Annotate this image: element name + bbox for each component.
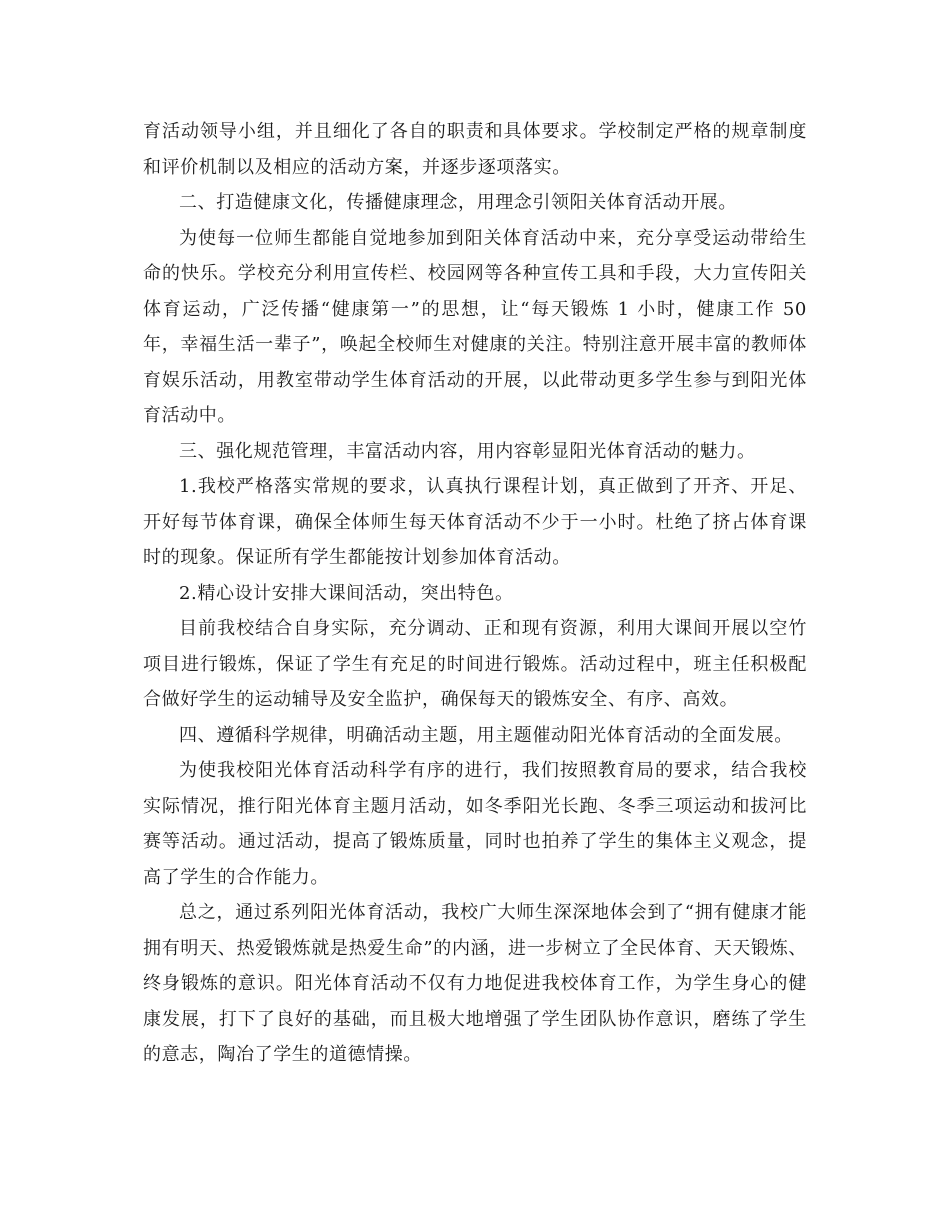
section-heading-2: 二、打造健康文化，传播健康理念，用理念引领阳关体育活动开展。 <box>179 192 737 213</box>
section-heading-3: 三、强化规范管理，丰富活动内容，用内容彰显阳光体育活动的魅力。 <box>179 440 756 462</box>
document-body <box>143 114 807 1073</box>
conclusion-paragraph: 总之，通过系列阳光体育活动，我校广大师生深深地体会到了“拥有健康才能拥有明天、热爱锻炼就是热爱生命”的内涵，进一步树立了全民体育、天天锻炼、终身锻炼的意识。阳光体育活动不仅有力地促进我校体育工作，为学生身心的健康发展，打下了良好的基础，而且极大地增强了学生团队协作意识，磨练了学生的意志，陶冶了学生的道德情操。 <box>143 902 807 1065</box>
paragraph-1: 育活动领导小组，并且细化了各自的职责和具体要求。学校制定严格的规章制度和评价机制以及相应的活动方案，并逐步逐项落实。 <box>143 121 807 178</box>
paragraph-3: 为使每一位师生都能自觉地参加到阳关体育活动中来，充分享受运动带给生命的快乐。学校充分利用宣传栏、校园网等各种宣传工具和手段，大力宣传阳关体育运动，广泛传播“健康第一”的思想，让“每天锻炼 1 小时，健康工作 50 年，幸福生活一辈子”，唤起全校师生对健康的关注。特别注意开展丰富的教师体育娱乐活动，用教室带动学生体育活动的开展，以此带动更多学生参与到阳光体育活动中。 <box>143 227 807 426</box>
list-item-2: 2.精心设计安排大课间活动，突出特色。 <box>179 582 514 604</box>
list-item-1: 1.我校严格落实常规的要求，认真执行课程计划，真正做到了开齐、开足、开好每节体育课，确保全体师生每天体育活动不少于一小时。杜绝了挤占体育课时的现象。保证所有学生都能按计划参加体育活动。 <box>143 476 807 568</box>
paragraph-7: 目前我校结合自身实际，充分调动、正和现有资源，利用大课间开展以空竹项目进行锻炼，保证了学生有充足的时间进行锻炼。活动过程中，班主任积极配合做好学生的运动辅导及安全监护，确保每天的锻炼安全、有序、高效。 <box>143 618 807 710</box>
section-heading-4: 四、遵循科学规律，明确活动主题，用主题催动阳光体育活动的全面发展。 <box>179 724 793 746</box>
paragraph-9: 为使我校阳光体育活动科学有序的进行，我们按照教育局的要求，结合我校实际情况，推行阳光体育主题月活动，如冬季阳光长跑、冬季三项运动和拔河比赛等活动。通过活动，提高了锻炼质量，同时也拍养了学生的集体主义观念，提高了学生的合作能力。 <box>143 760 807 888</box>
